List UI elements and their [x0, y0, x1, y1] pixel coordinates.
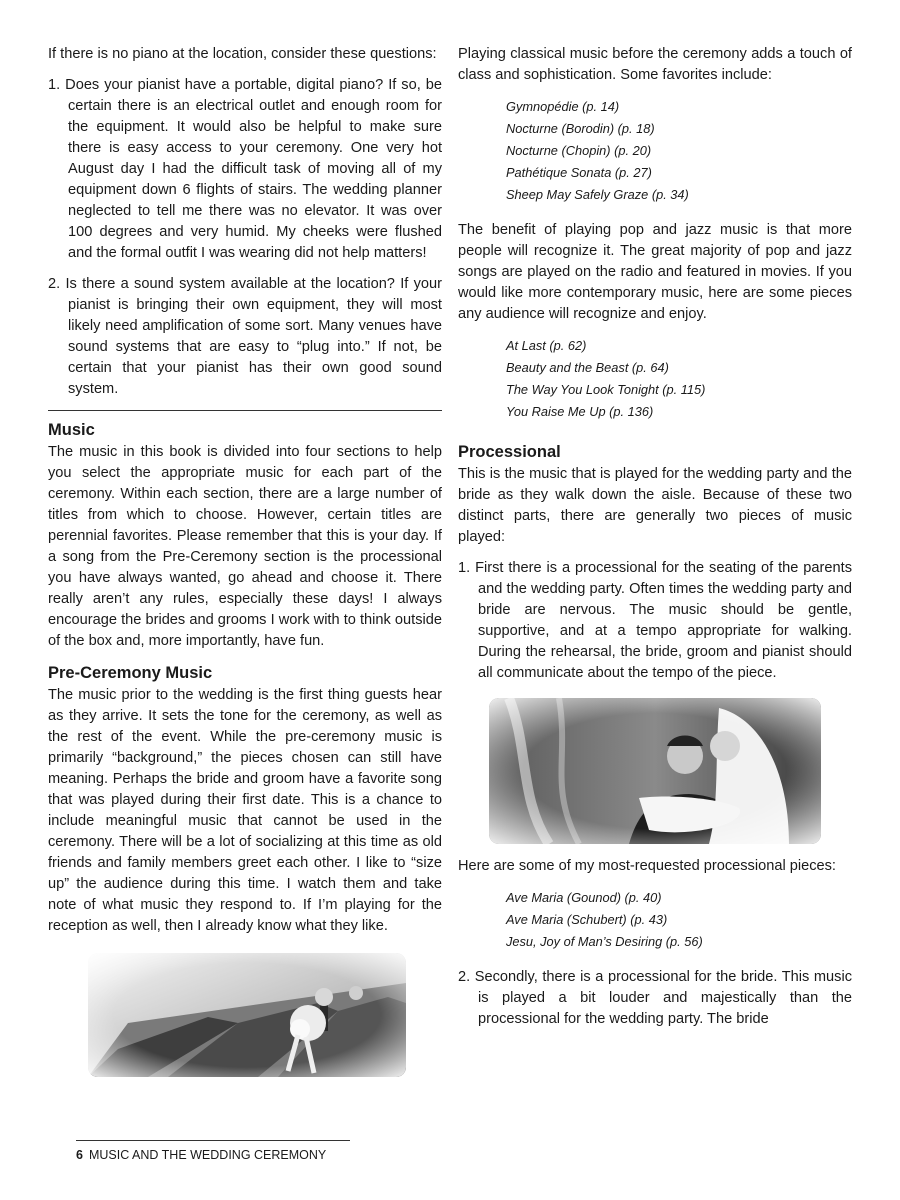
- wedding-couple-photo: [489, 698, 821, 844]
- left-column: [48, 44, 442, 1077]
- requested-paragraph: Here are some of my most-requested processional pieces:: [458, 858, 836, 874]
- music-paragraph: The music in this book is divided into four sections to help you select the appropriate music for each part of the ceremony. Within each section, there are a large number of titles from which to choose. However, certain titles are perennial favorites. Please remember that this is your day. If a song from the Pre-Ceremony section is the processional you have always wanted, go ahead and choose it. There really aren’t any rules, especially these days! I always encourage the brides and grooms I work with to think outside of the box and, more importantly, have fun.: [48, 444, 442, 649]
- pre-ceremony-heading: Pre-Ceremony Music: [48, 664, 213, 682]
- pews-image: [88, 953, 406, 1077]
- page-number: 6: [76, 1148, 83, 1162]
- list-item: Ave Maria (Schubert) (p. 43): [506, 912, 668, 927]
- list-item: Nocturne (Borodin) (p. 18): [506, 121, 655, 136]
- question-1: 1. Does your pianist have a portable, digital piano? If so, be certain there is an electrical outlet and enough room for the equipment. It would also be helpful to make sure there is easy access to your ceremony. One very hot August day I had the difficult task of moving all of my equipment down 6 flights of stairs. The wedding planner neglected to tell me there was no elevator. It was over 100 degrees and very humid. My cheeks were flushed and the formal outfit I was wearing did not help matters!: [48, 77, 442, 261]
- intro-paragraph: If there is no piano at the location, consider these questions:: [48, 46, 437, 62]
- list-item: Nocturne (Chopin) (p. 20): [506, 143, 652, 158]
- list-item: The Way You Look Tonight (p. 115): [506, 382, 706, 397]
- couple-image: [489, 698, 821, 844]
- running-title: MUSIC AND THE WEDDING CEREMONY: [88, 1148, 327, 1162]
- pre-ceremony-paragraph: The music prior to the wedding is the first thing guests hear as they arrive. It sets the tone for the ceremony, as well as the rest of the event. While the pre-ceremony music is primarily “background,” the pieces chosen can still have meaning. Perhaps the bride and groom have a favorite song that was played during their first date. This is a chance to include meaningful music that cannot be used in the ceremony. There will be a lot of socializing at this time as old friends and family members greet each other. I like to “size up” the audience during this time. I watch them and take note of what music they respond to. If I’m playing for the reception as well, then I already know what they like.: [48, 687, 442, 934]
- right-column: [458, 44, 852, 1030]
- list-item: Ave Maria (Gounod) (p. 40): [506, 890, 662, 905]
- page-footer: [76, 1140, 350, 1162]
- processional-paragraph: This is the music that is played for the wedding party and the bride as they walk down the aisle. Because of these two distinct parts, there are generally two pieces of music played:: [458, 466, 852, 545]
- list-item: Jesu, Joy of Man’s Desiring (p. 56): [506, 934, 703, 949]
- classical-list: [458, 96, 852, 206]
- list-item: Beauty and the Beast (p. 64): [506, 360, 669, 375]
- question-2: 2. Is there a sound system available at the location? If your pianist is bringing their own equipment, they will most likely need amplification of some sort. Many venues have sound systems that are easy to “plug into.” If not, be certain that your pianist has their own good sound system.: [48, 276, 442, 397]
- list-item: At Last (p. 62): [506, 338, 587, 353]
- music-heading: Music: [48, 421, 95, 439]
- section-divider: [48, 410, 442, 411]
- list-item: Pathétique Sonata (p. 27): [506, 165, 652, 180]
- list-item: Gymnopédie (p. 14): [506, 99, 620, 114]
- church-pews-photo: [88, 953, 406, 1077]
- processional-heading: Processional: [458, 443, 561, 461]
- list-item: You Raise Me Up (p. 136): [506, 404, 654, 419]
- pop-jazz-paragraph: The benefit of playing pop and jazz music is that more people will recognize it. The great majority of pop and jazz songs are played on the radio and featured in movies. If you would like more contemporary music, here are some pieces any audience will recognize and enjoy.: [458, 222, 852, 322]
- processional-item-1: 1. First there is a processional for the seating of the parents and the wedding party. Often times the wedding party and bride are nervous. The music should be gentle, supportive, and at a tempo appropriate for walking. During the rehearsal, the bride, groom and pianist should all communicate about the tempo of the piece.: [458, 560, 852, 681]
- processional-item-2: 2. Secondly, there is a processional for the bride. This music is played a bit louder and majestically than the processional for the wedding party. The bride: [458, 969, 852, 1027]
- pop-jazz-list: [458, 335, 852, 423]
- list-item: Sheep May Safely Graze (p. 34): [506, 187, 689, 202]
- classical-paragraph: Playing classical music before the ceremony adds a touch of class and sophistication. Some favorites include:: [458, 46, 852, 83]
- requested-list: [458, 887, 852, 953]
